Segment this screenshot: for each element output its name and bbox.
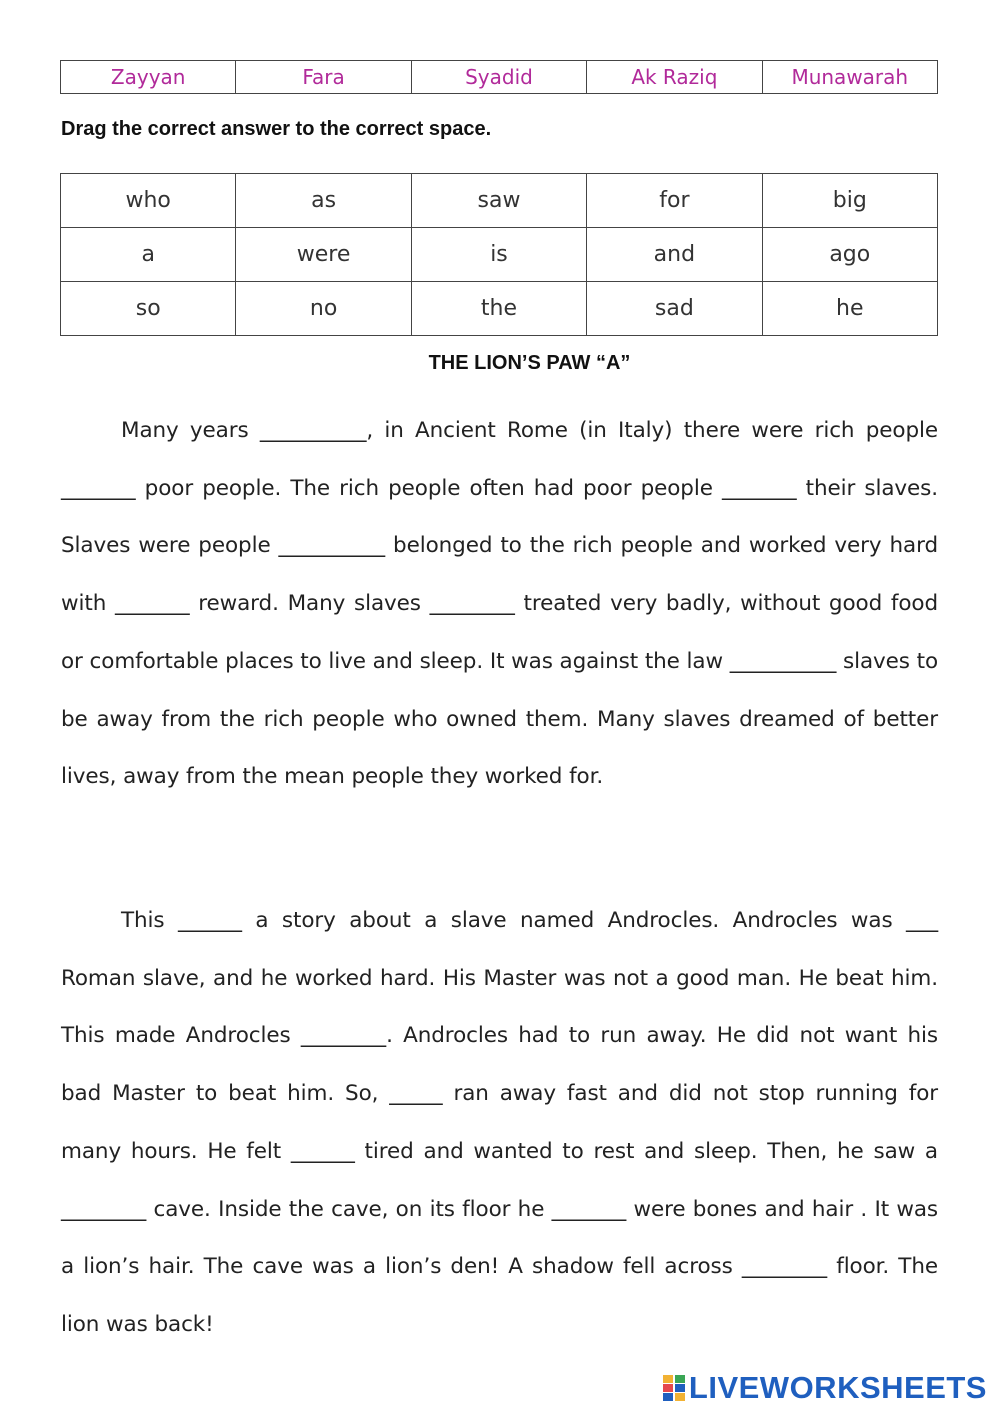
student-name: Zayyan xyxy=(61,61,236,94)
word-option[interactable]: so xyxy=(61,282,236,336)
word-option[interactable]: big xyxy=(762,174,937,228)
word-option[interactable]: sad xyxy=(587,282,762,336)
word-bank-table xyxy=(60,173,938,336)
student-name: Ak Raziq xyxy=(587,61,762,94)
student-names-table xyxy=(60,60,938,94)
word-option[interactable]: is xyxy=(411,228,586,282)
word-option[interactable]: were xyxy=(236,228,411,282)
word-option[interactable]: a xyxy=(61,228,236,282)
student-name: Munawarah xyxy=(762,61,937,94)
story-paragraph-1: Many years __________, in Ancient Rome (in Italy) there were rich people _______ poor people. The rich people often had poor people _______ their slaves. Slaves were people __________ belonged to the rich people and worked very hard with _______ reward. Many slaves ________ treated very badly, without good food or comfortable places to live and sleep. It was against the law __________ slaves to be away from the rich people who owned them. Many slaves dreamed of better lives, away from the mean people they worked for. xyxy=(61,418,938,790)
story-title: THE LION’S PAW “A” xyxy=(428,352,631,374)
word-option[interactable]: ago xyxy=(762,228,937,282)
word-option[interactable]: saw xyxy=(411,174,586,228)
word-option[interactable]: he xyxy=(762,282,937,336)
liveworksheets-wordmark: LIVEWORKSHEETS xyxy=(688,1370,987,1405)
word-option[interactable]: for xyxy=(587,174,762,228)
word-option[interactable]: and xyxy=(587,228,762,282)
liveworksheets-branding xyxy=(663,1370,987,1406)
word-option[interactable]: who xyxy=(61,174,236,228)
story-paragraph-2: This ______ a story about a slave named Androcles. Androcles was ___ Roman slave, and he worked hard. His Master was not a good man. He beat him. This made Androcles ________. Androcles had to run away. He did not want his bad Master to beat him. So, _____ ran away fast and did not stop running for many hours. He felt ______ tired and wanted to rest and sleep. Then, he saw a ________ cave. Inside the cave, on its floor he _______ were bones and hair . It was a lion’s hair. The cave was a lion’s den! A shadow fell across ________ floor. The lion was back! xyxy=(61,908,938,1337)
word-option[interactable]: no xyxy=(236,282,411,336)
student-name: Syadid xyxy=(411,61,586,94)
instruction-text: Drag the correct answer to the correct space. xyxy=(61,118,492,140)
word-option[interactable]: as xyxy=(236,174,411,228)
story-title-wrapper xyxy=(0,352,999,375)
liveworksheets-logo-icon xyxy=(663,1375,685,1401)
student-name: Fara xyxy=(236,61,411,94)
word-option[interactable]: the xyxy=(411,282,586,336)
